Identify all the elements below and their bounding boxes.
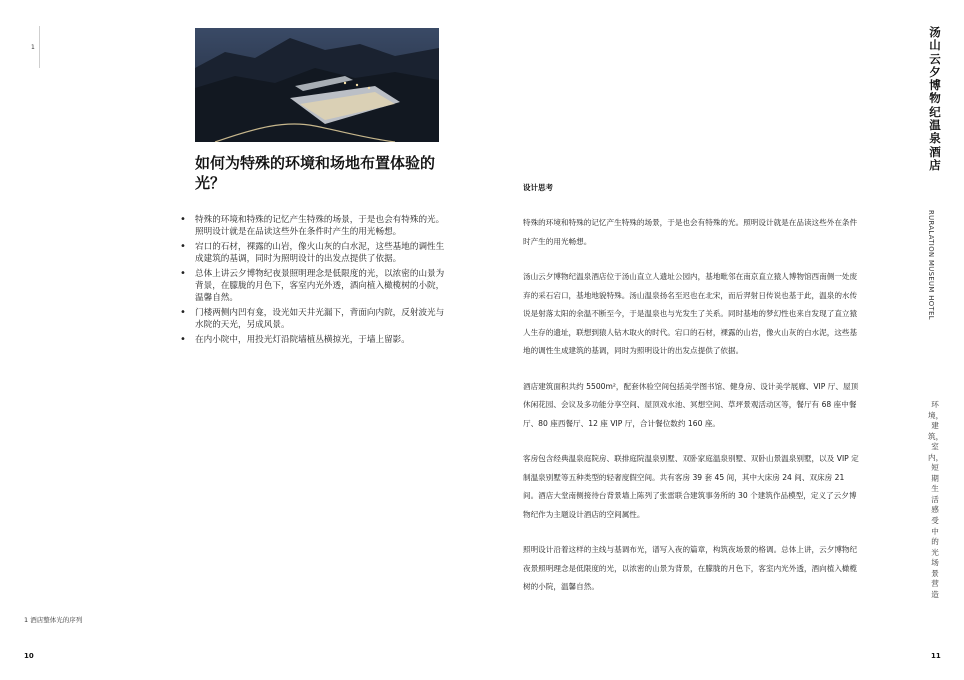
hotel-night-illustration [195,28,439,142]
side-tagline: 环境，建筑，室内，短期生活感受中的光场景营造 [928,400,944,599]
bullet-item: • 总体上讲云夕博物纪夜景照明理念是低限度的光，以浓密的山景为背景，在朦胧的月色下，客室内光外透，酒向植入橄榄树的小院，温馨自然。 [178,268,448,304]
figure-rule [39,26,40,68]
headline: 如何为特殊的环境和场地布置体验的光？ [195,154,436,192]
body-paragraph: 客房包含经典温泉庭院房、联排庭院温泉别墅、双卧家庭温泉别墅、双卧山景温泉别墅，以及 VIP 定制温泉别墅等五种类型的轻奢度假空间。共有客房 39 套 45 间，其中大床房 24 间、双床房 21 间。酒店大堂南侧接待台背景墙上陈列了张雷联合建筑事务所的 30 个建筑作品模型，定义了云夕博物纪作为主题设计酒店的空间属性。 [523,454,859,519]
side-title-cn: 汤山云夕博物纪温泉酒店 [929,25,941,172]
bullet-item: • 宕口的石材，裸露的山岩，像火山灰的白水泥，这些基地的调性生成建筑的基调，同时为照明设计的出发点提供了依据。 [178,241,448,265]
light-dot [344,82,346,84]
bullet-item: • 门楼两侧内凹有龛，设光如天井光漏下，背面向内院，反射波光与水院的天光，另成风景。 [178,307,448,331]
bullet-item: • 在内小院中，用投光灯沿院墙植丛横掠光，于墙上留影。 [178,334,448,346]
body-paragraph: 特殊的环境和特殊的记忆产生特殊的场景，于是也会有特殊的光。照明设计就是在品读这些外在条件时产生的用光畅想。 [523,218,858,246]
body-paragraph: 照明设计沿着这样的主线与基调布光，谱写入夜的篇章，构筑夜场景的格调。总体上讲，云夕博物纪夜景照明理念是低限度的光，以浓密的山景为背景，在朦胧的月色下，客室内光外透，酒向植入橄榄树的小院，温馨自然。 [523,545,858,591]
light-dot [356,84,358,86]
body-paragraph: 酒店建筑面积共约 5500m²，配套休验空间包括美学图书馆、健身房、设计美学展廊、VIP 厅、屋顶休闲花园、会议及多功能分享空间、屋顶戏水池、冥想空间、草坪景观活动区等，餐厅有 68 座中餐厅、80 座西餐厅、12 座 VIP 厅，合计餐位数约 160 座。 [523,381,859,428]
bullet-item: • 特殊的环境和特殊的记忆产生特殊的场景，于是也会有特殊的光。照明设计就是在品读这些外在条件时产生的用光畅想。 [178,214,448,238]
bullet-list [178,214,448,349]
section-title: 设计思考 [523,183,553,192]
hotel-night-photo [195,28,439,142]
body-paragraph: 汤山云夕博物纪温泉酒店位于汤山直立人遗址公园内，基地毗邻在南京直立猿人博物馆西南侧一处废弃的采石宕口，基地地貌特殊。汤山温泉扬名至迟也在北宋，而后羿射日传说也基于此，温泉的水传说是射落太阳的余温不断至今，于是温泉也与光发生了关系。同时基地的梦幻性也来自发现了直立猿人生存的遗址，联想到猿人钻木取火的时代。宕口的石材，裸露的山岩，像火山灰的白水泥，这些基地的调性生成建筑的基调，同时为照明设计的出发点提供了依据。 [523,272,858,355]
page-number-left: 10 [24,652,34,660]
light-dot [368,87,370,89]
body-column [523,214,859,614]
page-number-right: 11 [931,652,941,660]
figure-caption: 1 酒店整体光的序列 [24,616,83,624]
side-title-en: RURALATION MUSEUM HOTEL [927,210,935,320]
figure-marker: 1 [31,44,35,51]
